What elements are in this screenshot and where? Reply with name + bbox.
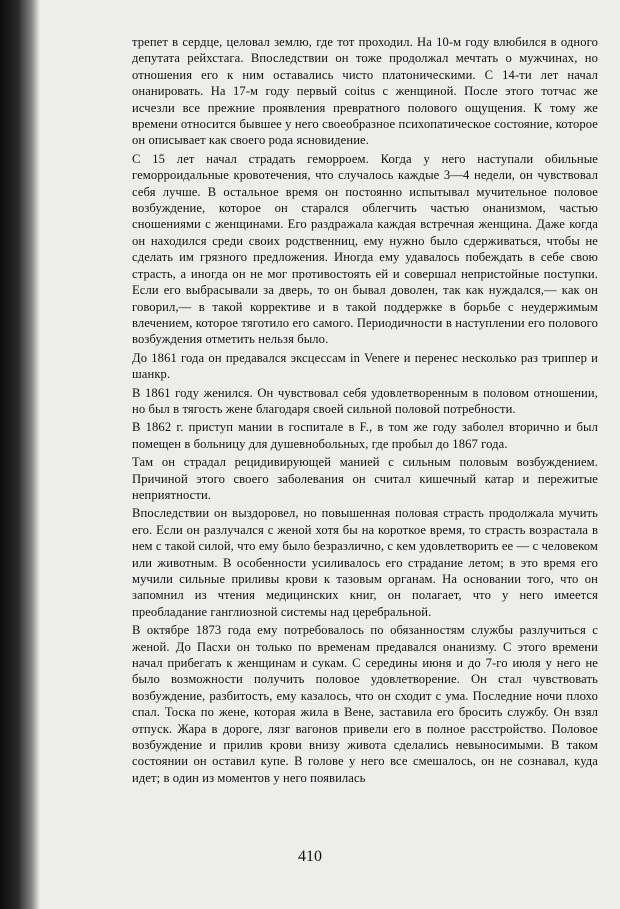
paragraph: В октябре 1873 года ему потребовалось по обязанностям службы разлучиться с женой. До Пасхи он только по временам предавался онанизму. С этого времени начал прибегать к женщинам и сукам. С середины июня и до 7-го июля у него не было возможности получить половое удовлетворение. Он стал чувствовать возбуждение, разбитость, ему казалось, что он сходит с ума. Последние ночи плохо спал. Тоска по жене, которая жила в Вене, заставила его бросить службу. Он взял отпуск. Жара в дороге, лязг вагонов привели его в полное расстройство. Половое возбуждение и прилив крови внизу живота сделались невыносимыми. В таком состоянии он оставил купе. В голове у него все смешалось, он не сознавал, куда идет; в один из моментов у него появилась <box>132 623 598 785</box>
page-number: 410 <box>298 848 322 865</box>
book-spine-shadow <box>0 0 40 909</box>
paragraph: В 1861 году женился. Он чувствовал себя удовлетворенным в половом отношении, но был в тягость жене благодаря своей сильной половой потребности. <box>132 385 598 416</box>
paragraph: Там он страдал рецидивирующей манией с сильным половым возбуждением. Причиной этого своего заболевания он считал кишечный катар и пережитые неприятности. <box>132 455 598 502</box>
paragraph: В 1862 г. приступ мании в госпитале в F., в том же году заболел вторично и был помещен в больницу для душевнобольных, где пробыл до 1867 года. <box>132 420 598 451</box>
paragraph: До 1861 года он предавался эксцессам in Venere и перенес несколько раз триппер и шанкр. <box>132 350 598 382</box>
paragraph: С 15 лет начал страдать геморроем. Когда у него наступали обильные геморроидальные кровотечения, что случалось каждые 3—4 недели, он чувствовал себя лучше. В остальное время он постоянно испытывал мучительное половое возбуждение, которое он старался облегчить частью онанизмом, частью сношениями с женщинами. Его раздражала каждая встречная женщина. Даже когда он находился среди своих родственниц, ему нужно было сдерживаться, чтобы не сделать им грязного предложения. Иногда ему удавалось побеждать в себе свою страсть, а иногда он не мог противостоять ей и совершал непристойные поступки. Если его выбрасывали за дверь, то он бывал доволен, так как нуждался,— как он говорил,— в такой коррективе и в такой поддержке в борьбе с неудержимым влечением, которое тяготило его самого. Периодичности в наступлении его полового возбуждения отметить нельзя было. <box>132 151 598 347</box>
paragraph: трепет в сердце, целовал землю, где тот проходил. На 10-м году влюбился в одного депутата рейхстага. Впоследствии он тоже продолжал мечтать о мужчинах, но отношения его к ним оставались чисто платоническими. С 14-ти лет начал онанировать. На 17-м году первый coitus с женщиной. После этого тотчас же исчезли все прежние проявления превратного полового ощущения. К тому же времени относится бывшее у него своеобразное психопатическое состояние, которое он описывает как своего рода ясновидение. <box>132 35 598 148</box>
paragraph: Впоследствии он выздоровел, но повышенная половая страсть продолжала мучить его. Если он разлучался с женой хотя бы на короткое время, то страсть возрастала в нем с такой силой, что ему было безразлично, с кем удовлетворить ее — с человеком или животным. В особенности усиливалось его страдание летом; в это время его мучили сильные приливы крови к тазовым органам. На основании того, что он запомнил из чтения медицинских книг, он полагает, что у него имеется преобладание ганглиозной системы над церебральной. <box>132 506 598 619</box>
page-text <box>132 34 598 788</box>
